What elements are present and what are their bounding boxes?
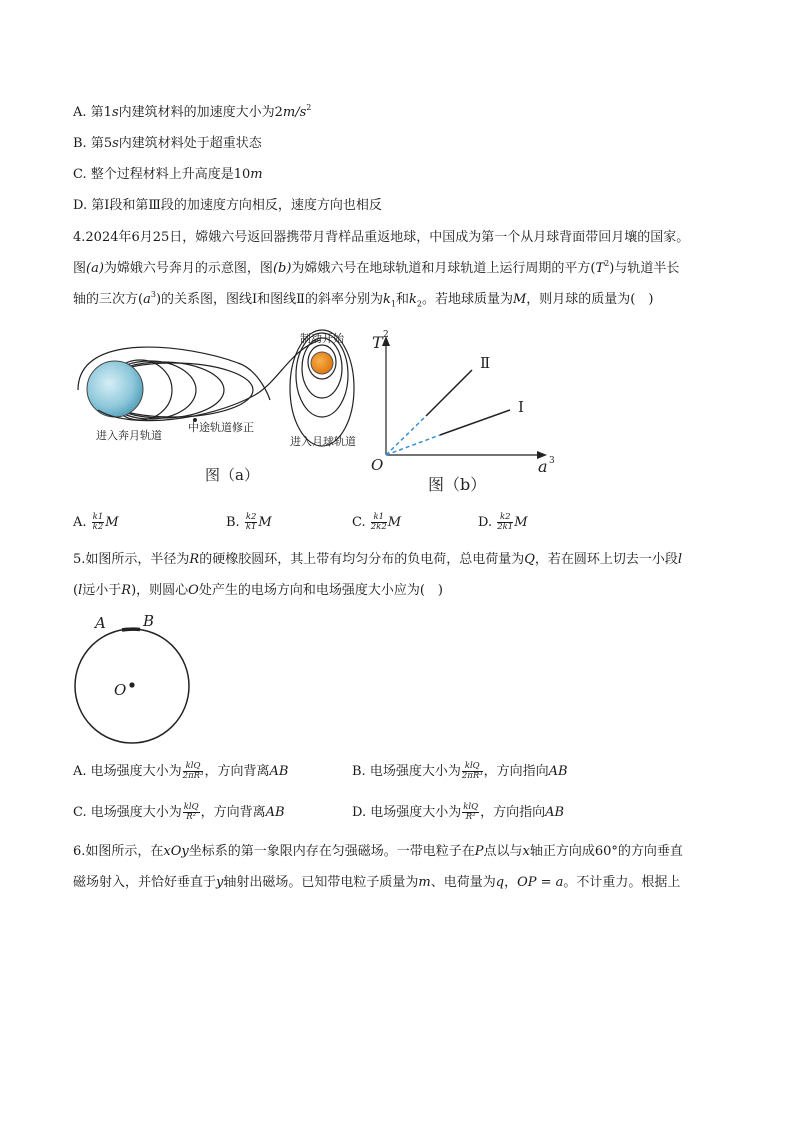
line-II-dashed (386, 416, 426, 455)
figure-a-orbit-diagram (70, 320, 370, 495)
q5-option-b: B. 电场强度大小为 $\frac{\text{klQ}}{\text{2πR³}}$ ，方向指向AB (352, 761, 568, 781)
label-enter-transfer: 进入奔月轨道 (96, 429, 162, 442)
label-midcourse: 中途轨道修正 (188, 421, 254, 434)
label-A: A (95, 614, 106, 632)
figure-b-graph (368, 322, 568, 497)
q5-stem-line2: (l远小于R)，则圆心O处产生的电场方向和电场强度大小应为( ) (73, 583, 443, 598)
x-axis-label: a (538, 457, 548, 476)
q5-stem-line1: 5.如图所示，半径为R的硬橡胶圆环，其上带有均匀分布的负电荷，总电荷量为Q，若在圆环上切去一小段l (73, 552, 683, 567)
line-I-dashed (386, 435, 440, 455)
caption-b: 图（b） (428, 475, 487, 494)
q4-option-b: B. $\frac{k2}{k1}$ M (226, 512, 272, 532)
line-I (440, 410, 510, 435)
q6-stem-line2: 磁场射入，并恰好垂直于y轴射出磁场。已知带电粒子质量为m、电荷量为q，OP = a。不计重力。根据上 (73, 875, 681, 890)
q5-option-c: C. 电场强度大小为 $\frac{\text{klQ}}{\text{R²}}$ ，方向背离AB (73, 802, 285, 822)
moon-orbits (290, 330, 354, 446)
q4-option-d: D. $\frac{k2}{2k1}$ M (478, 512, 528, 532)
q5-option-d: D. 电场强度大小为 $\frac{\text{klQ}}{\text{R²}}$ ，方向指向AB (352, 802, 565, 822)
earth-icon (87, 361, 143, 417)
label-O: O (114, 681, 127, 699)
line-II (426, 370, 472, 416)
cut-segment-AB (122, 629, 140, 630)
q4-stem-line1: 4.2024年6月25日，嫦娥六号返回器携带月背样品重返地球，中国成为第一个从月球背面带回月壤的国家。 (73, 230, 690, 245)
q4-stem-line2: 图(a)为嫦娥六号奔月的示意图，图(b)为嫦娥六号在地球轨道和月球轨道上运行周期的平方$(T^2)$与轨道半长 (73, 259, 680, 276)
q4-option-a: A. $\frac{k1}{k2}$ M (73, 512, 119, 532)
x-axis-exp: 3 (549, 456, 555, 466)
y-axis-label: T (372, 333, 383, 352)
q5-option-a: A. 电场强度大小为 $\frac{\text{klQ}}{\text{2πR³}}$ ，方向背离AB (73, 761, 289, 781)
center-point (129, 682, 134, 687)
q3-option-b: B. 第5s内建筑材料处于超重状态 (73, 136, 262, 151)
origin-label: O (371, 456, 384, 474)
line-I-label: Ⅰ (518, 398, 524, 416)
line-II-label: Ⅱ (480, 354, 491, 372)
q3-option-c: C. 整个过程材料上升高度是10m (73, 167, 263, 182)
caption-a: 图（a） (205, 466, 259, 484)
q4-option-c: C. $\frac{k1}{2k2}$ M (352, 512, 402, 532)
moon-icon (311, 352, 333, 374)
label-enter-lunar: 进入月球轨道 (290, 435, 356, 448)
q3-option-a: A. 第1s内建筑材料的加速度大小为$2m/s^2$ (73, 103, 312, 120)
q6-stem-line1: 6.如图所示，在xOy坐标系的第一象限内存在匀强磁场。一带电粒子在P点以与x轴正方向成60°的方向垂直 (73, 844, 683, 859)
figure-ring (70, 610, 195, 745)
q3-option-d: D. 第Ⅰ段和第Ⅲ段的加速度方向相反，速度方向也相反 (73, 198, 382, 213)
label-brake: 制动开始 (300, 332, 344, 345)
label-B: B (143, 612, 155, 630)
q4-stem-line3: 轴的三次方$(a^3)$的关系图，图线Ⅰ和图线Ⅱ的斜率分别为$k_1$和$k_2$。若地球质量为M，则月球的质量为( ) (73, 290, 654, 309)
y-axis-exp: 2 (383, 330, 389, 340)
